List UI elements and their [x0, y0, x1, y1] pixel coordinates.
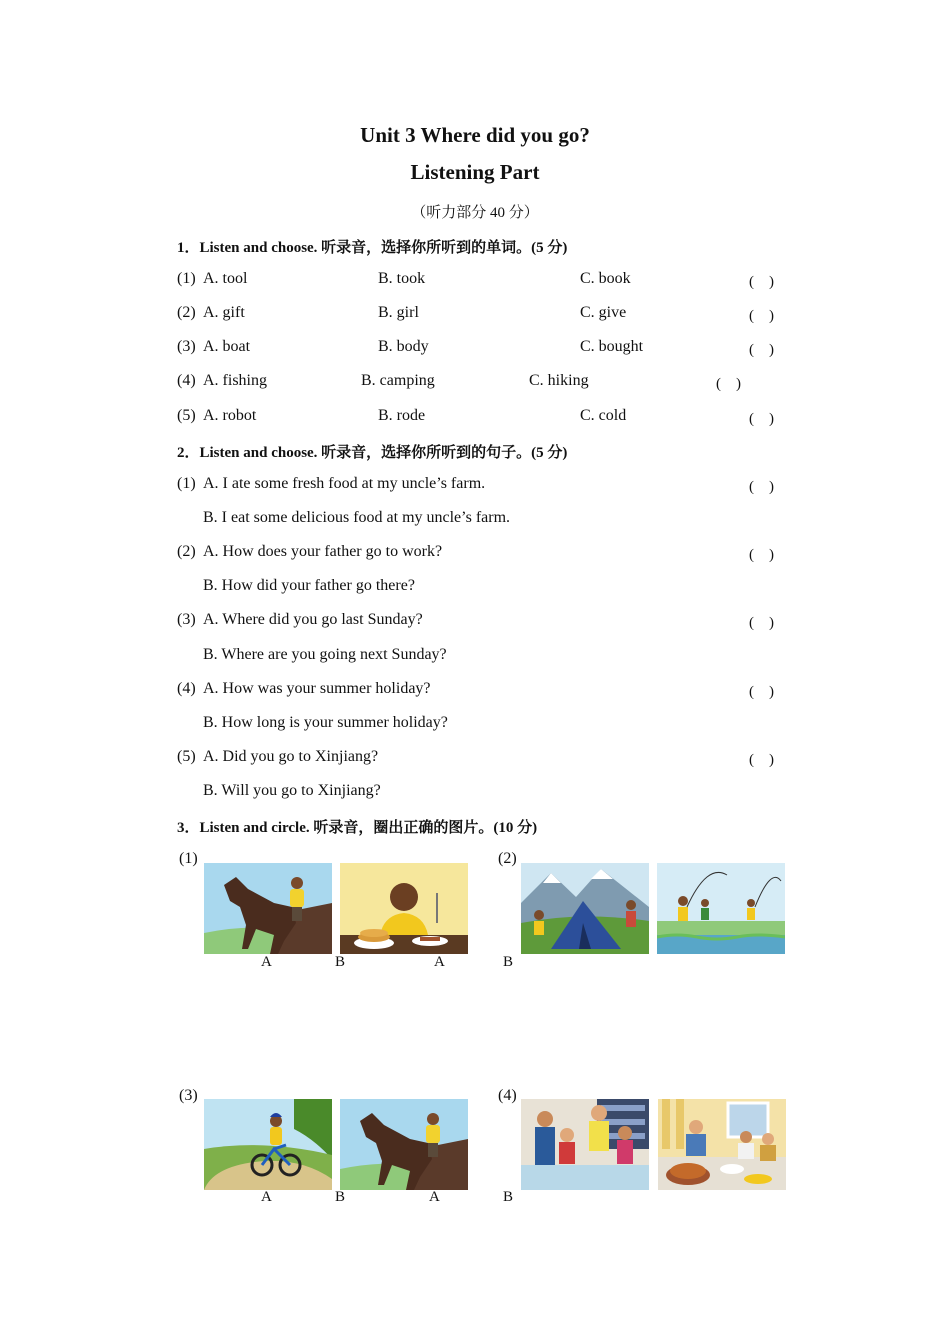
item-number: (1): [177, 475, 196, 492]
option-label-a: A: [261, 1189, 272, 1205]
item-number: (4): [177, 372, 196, 389]
page-title: Unit 3 Where did you go?: [360, 123, 590, 147]
section2-heading: 2．Listen and choose. 听录音，选择你所听到的句子。(5 分): [177, 445, 568, 461]
option-label-b: B: [335, 954, 346, 970]
horse-riding-boy-icon[interactable]: [204, 863, 332, 954]
option-a: A. How does your father go to work?: [203, 543, 443, 560]
page-subtitle: Listening Part: [410, 160, 540, 184]
option-b: B. I eat some delicious food at my uncle’s farm.: [203, 509, 511, 526]
item-number: (4): [177, 680, 196, 697]
answer-bracket[interactable]: ( ): [749, 615, 774, 631]
item-number: (4): [498, 1087, 517, 1104]
answer-bracket[interactable]: ( ): [749, 684, 774, 700]
option-b: B. Where are you going next Sunday?: [203, 646, 447, 663]
item-number: (2): [177, 543, 196, 560]
option-b: B. How did your father go there?: [203, 577, 415, 594]
item-number: (3): [177, 611, 196, 628]
item-number: (5): [177, 748, 196, 765]
answer-bracket[interactable]: ( ): [749, 342, 774, 358]
item-number: (2): [177, 304, 196, 321]
option-b: B. camping: [361, 372, 435, 389]
option-b: B. took: [378, 270, 426, 287]
boy-eating-pancakes-icon[interactable]: [340, 863, 468, 954]
item-number: (3): [179, 1087, 198, 1104]
fishing-family-icon[interactable]: [657, 863, 785, 954]
option-label-b: B: [503, 954, 514, 970]
option-a: A. I ate some fresh food at my uncle’s farm.: [203, 475, 486, 492]
item-number: (2): [498, 850, 517, 867]
option-b: B. girl: [378, 304, 419, 321]
option-label-b: B: [503, 1189, 514, 1205]
boy-cycling-icon[interactable]: [204, 1099, 332, 1190]
family-shopping-icon[interactable]: [521, 1099, 649, 1190]
answer-bracket[interactable]: ( ): [749, 752, 774, 768]
option-c: C. cold: [580, 407, 627, 424]
option-label-a: A: [261, 954, 272, 970]
option-a: A. gift: [203, 304, 245, 321]
option-b: B. rode: [378, 407, 426, 424]
answer-bracket[interactable]: ( ): [749, 308, 774, 324]
option-a: A. boat: [203, 338, 251, 355]
option-a: A. fishing: [203, 372, 267, 389]
option-c: C. book: [580, 270, 631, 287]
section1-heading: 1．Listen and choose. 听录音，选择你所听到的单词。(5 分): [177, 240, 568, 256]
item-number: (5): [177, 407, 196, 424]
answer-bracket[interactable]: ( ): [749, 547, 774, 563]
option-b: B. How long is your summer holiday?: [203, 714, 448, 731]
answer-bracket[interactable]: ( ): [716, 376, 741, 392]
score-note: （听力部分 40 分）: [411, 205, 539, 221]
item-number: (1): [177, 270, 196, 287]
option-c: C. hiking: [529, 372, 589, 389]
horse-riding-boy-icon[interactable]: [340, 1099, 468, 1190]
option-c: C. bought: [580, 338, 644, 355]
option-c: C. give: [580, 304, 627, 321]
option-label-b: B: [335, 1189, 346, 1205]
answer-bracket[interactable]: ( ): [749, 479, 774, 495]
option-a: A. tool: [203, 270, 248, 287]
option-label-a: A: [429, 1189, 440, 1205]
answer-bracket[interactable]: ( ): [749, 411, 774, 427]
section3-heading: 3．Listen and circle. 听录音，圈出正确的图片。(10 分): [177, 820, 538, 836]
answer-bracket[interactable]: ( ): [749, 274, 774, 290]
item-number: (3): [177, 338, 196, 355]
option-b: B. Will you go to Xinjiang?: [203, 782, 381, 799]
option-a: A. Where did you go last Sunday?: [203, 611, 423, 628]
item-number: (1): [179, 850, 198, 867]
family-dinner-icon[interactable]: [658, 1099, 786, 1190]
option-b: B. body: [378, 338, 429, 355]
camping-tent-icon[interactable]: [521, 863, 649, 954]
option-a: A. How was your summer holiday?: [203, 680, 431, 697]
option-a: A. Did you go to Xinjiang?: [203, 748, 379, 765]
option-label-a: A: [434, 954, 445, 970]
option-a: A. robot: [203, 407, 257, 424]
